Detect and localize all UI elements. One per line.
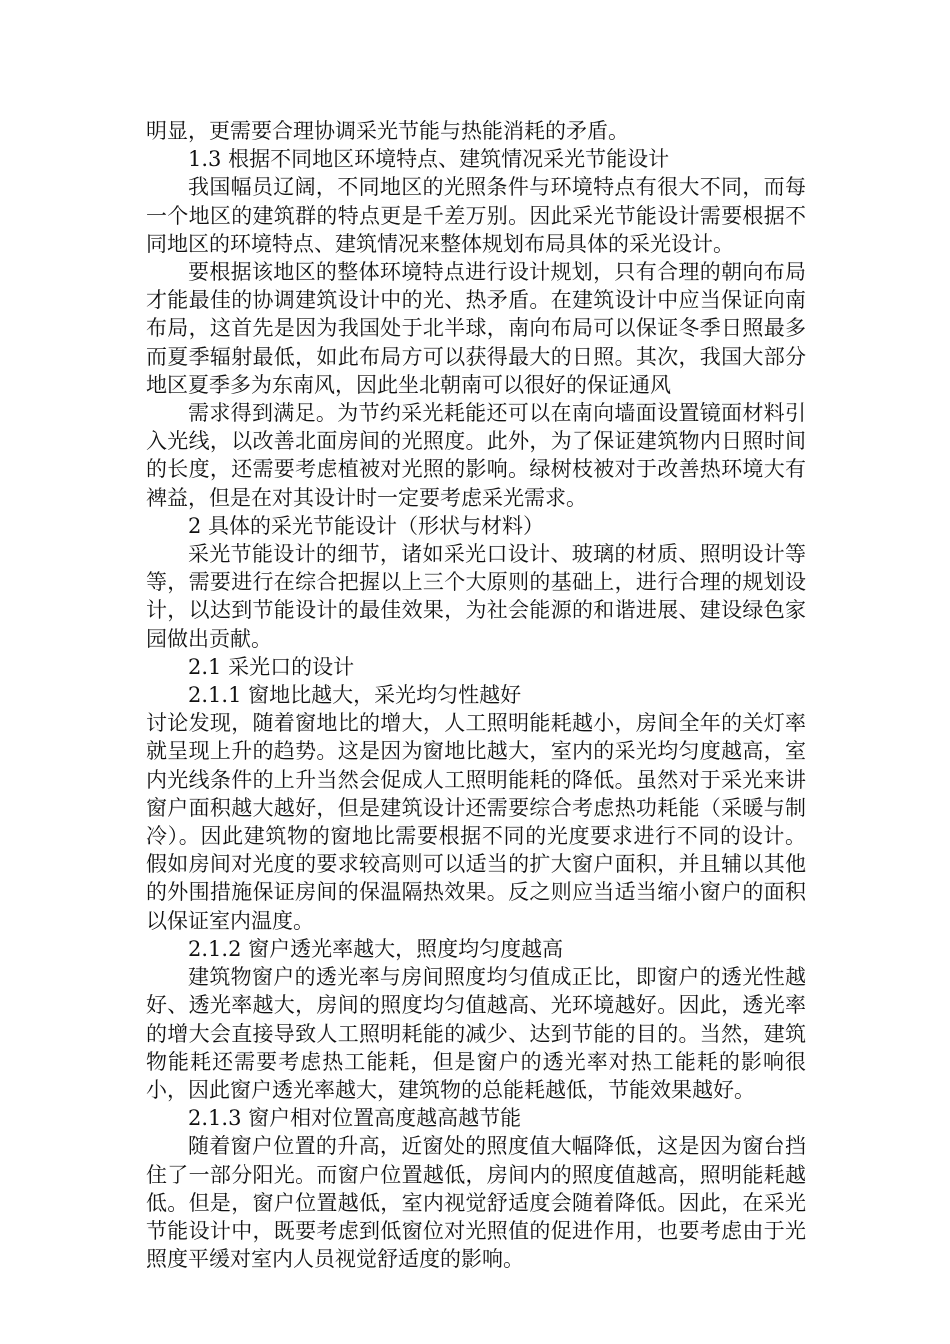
section-heading-2-1-1: 2.1.1 窗地比越大，采光均匀性越好 [188,683,522,708]
paragraph-window-height: 随着窗户位置的升高，近窗处的照度值大幅降低，这是因为窗台挡住了一部分阳光。而窗户位置越低，房间内的照度值越高，照明能耗越低。但是，窗户位置越低，室内视觉舒适度会随着降低。因此，在采光节能设计中，既要考虑到低窗位对光照值的促进作用，也要考虑由于光照度平缓对室内人员视觉舒适度的影响。 [146,1134,806,1272]
section-heading-2-1-2: 2.1.2 窗户透光率越大，照度均匀度越高 [188,936,564,961]
paragraph-regional-differences: 我国幅员辽阔，不同地区的光照条件与环境特点有很大不同，而每一个地区的建筑群的特点更是千差万别。因此采光节能设计需要根据不同地区的环境特点、建筑情况来整体规划布局具体的采光设计。 [146,175,806,256]
document-page [146,117,806,1273]
paragraph-design-details: 采光节能设计的细节，诸如采光口设计、玻璃的材质、照明设计等等，需要进行在综合把握以上三个大原则的基础上，进行合理的规划设计，以达到节能设计的最佳效果，为社会能源的和谐进展、建设绿色家园做出贡献。 [146,542,806,651]
section-heading-2: 2 具体的采光节能设计（形状与材料） [188,513,545,538]
paragraph-mirror-vegetation: 需求得到满足。为节约采光耗能还可以在南向墙面设置镜面材料引入光线，以改善北面房间的光照度。此外，为了保证建筑物内日照时间的长度，还需要考虑植被对光照的影响。绿树枝被对于改善热环境大有裨益，但是在对其设计时一定要考虑采光需求。 [146,401,806,510]
paragraph-window-floor-ratio: 讨论发现，随着窗地比的增大，人工照明能耗越小，房间全年的关灯率就呈现上升的趋势。这是因为窗地比越大，室内的采光均匀度越高，室内光线条件的上升当然会促成人工照明能耗的降低。虽然对于采光来讲窗户面积越大越好，但是建筑设计还需要综合考虑热功耗能（采暖与制冷）。因此建筑物的窗地比需要根据不同的光度要求进行不同的设计。假如房间对光度的要求较高则可以适当的扩大窗户面积，并且辅以其他的外围措施保证房间的保温隔热效果。反之则应当适当缩小窗户的面积以保证室内温度。 [146,711,806,933]
paragraph-intro-tail: 明显，更需要合理协调采光节能与热能消耗的矛盾。 [146,119,629,143]
section-heading-2-1-3: 2.1.3 窗户相对位置高度越高越节能 [188,1106,522,1131]
section-heading-2-1: 2.1 采光口的设计 [188,654,355,679]
section-heading-1-3: 1.3 根据不同地区环境特点、建筑情况采光节能设计 [188,147,670,172]
paragraph-orientation-layout: 要根据该地区的整体环境特点进行设计规划，只有合理的朝向布局才能最佳的协调建筑设计中的光、热矛盾。在建筑设计中应当保证向南布局，这首先是因为我国处于北半球，南向布局可以保证冬季日照最多而夏季辐射最低，如此布局方可以获得最大的日照。其次，我国大部分地区夏季多为东南风，因此坐北朝南可以很好的保证通风 [146,260,806,397]
paragraph-transmittance: 建筑物窗户的透光率与房间照度均匀值成正比，即窗户的透光性越好、透光率越大，房间的照度均匀值越高、光环境越好。因此，透光率的增大会直接导致人工照明耗能的减少、达到节能的目的。当然，建筑物能耗还需要考虑热工能耗，但是窗户的透光率对热工能耗的影响很小，因此窗户透光率越大，建筑物的总能耗越低，节能效果越好。 [146,965,806,1102]
